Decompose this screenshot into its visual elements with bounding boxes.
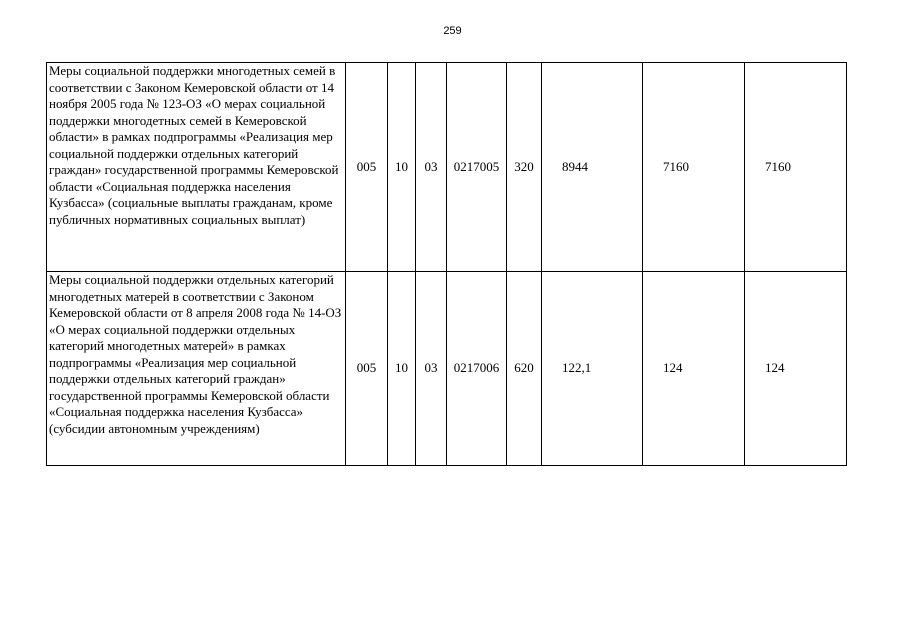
amount-3-cell: 124 [745, 272, 847, 466]
table-row [47, 272, 847, 466]
target-article-cell: 0217005 [447, 63, 507, 272]
amount-2-cell: 7160 [643, 63, 745, 272]
amount-2-cell: 124 [643, 272, 745, 466]
amount-1-cell: 122,1 [542, 272, 643, 466]
section-cell: 10 [388, 63, 416, 272]
row-description: Меры социальной поддержки многодетных семей в соответствии с Законом Кемеровской области от 14 ноября 2005 года № 123-ОЗ «О мерах социальной поддержки многодетных семей в Кемеровской области» в рамках подпрограммы «Реализация мер социальной поддержки отдельных категорий граждан» государственной программы Кемеровской области «Социальная поддержка населения Кузбасса» (социальные выплаты гражданам, кроме публичных нормативных социальных выплат) [47, 63, 346, 272]
ministry-code-cell: 005 [346, 63, 388, 272]
amount-3-cell: 7160 [745, 63, 847, 272]
expense-type-cell: 620 [507, 272, 542, 466]
subsection-cell: 03 [416, 63, 447, 272]
amount-1-cell: 8944 [542, 63, 643, 272]
budget-table [46, 62, 847, 466]
section-cell: 10 [388, 272, 416, 466]
target-article-cell: 0217006 [447, 272, 507, 466]
page-number: 259 [443, 25, 462, 37]
subsection-cell: 03 [416, 272, 447, 466]
ministry-code-cell: 005 [346, 272, 388, 466]
row-description: Меры социальной поддержки отдельных категорий многодетных матерей в соответствии с Законом Кемеровской области от 8 апреля 2008 года № 14-ОЗ «О мерах социальной поддержки отдельных категорий многодетных матерей» в рамках подпрограммы «Реализация мер социальной поддержки отдельных категорий граждан» государственной программы Кемеровской области «Социальная поддержка населения Кузбасса» (субсидии автономным учреждениям) [47, 272, 346, 466]
table-row [47, 63, 847, 272]
expense-type-cell: 320 [507, 63, 542, 272]
